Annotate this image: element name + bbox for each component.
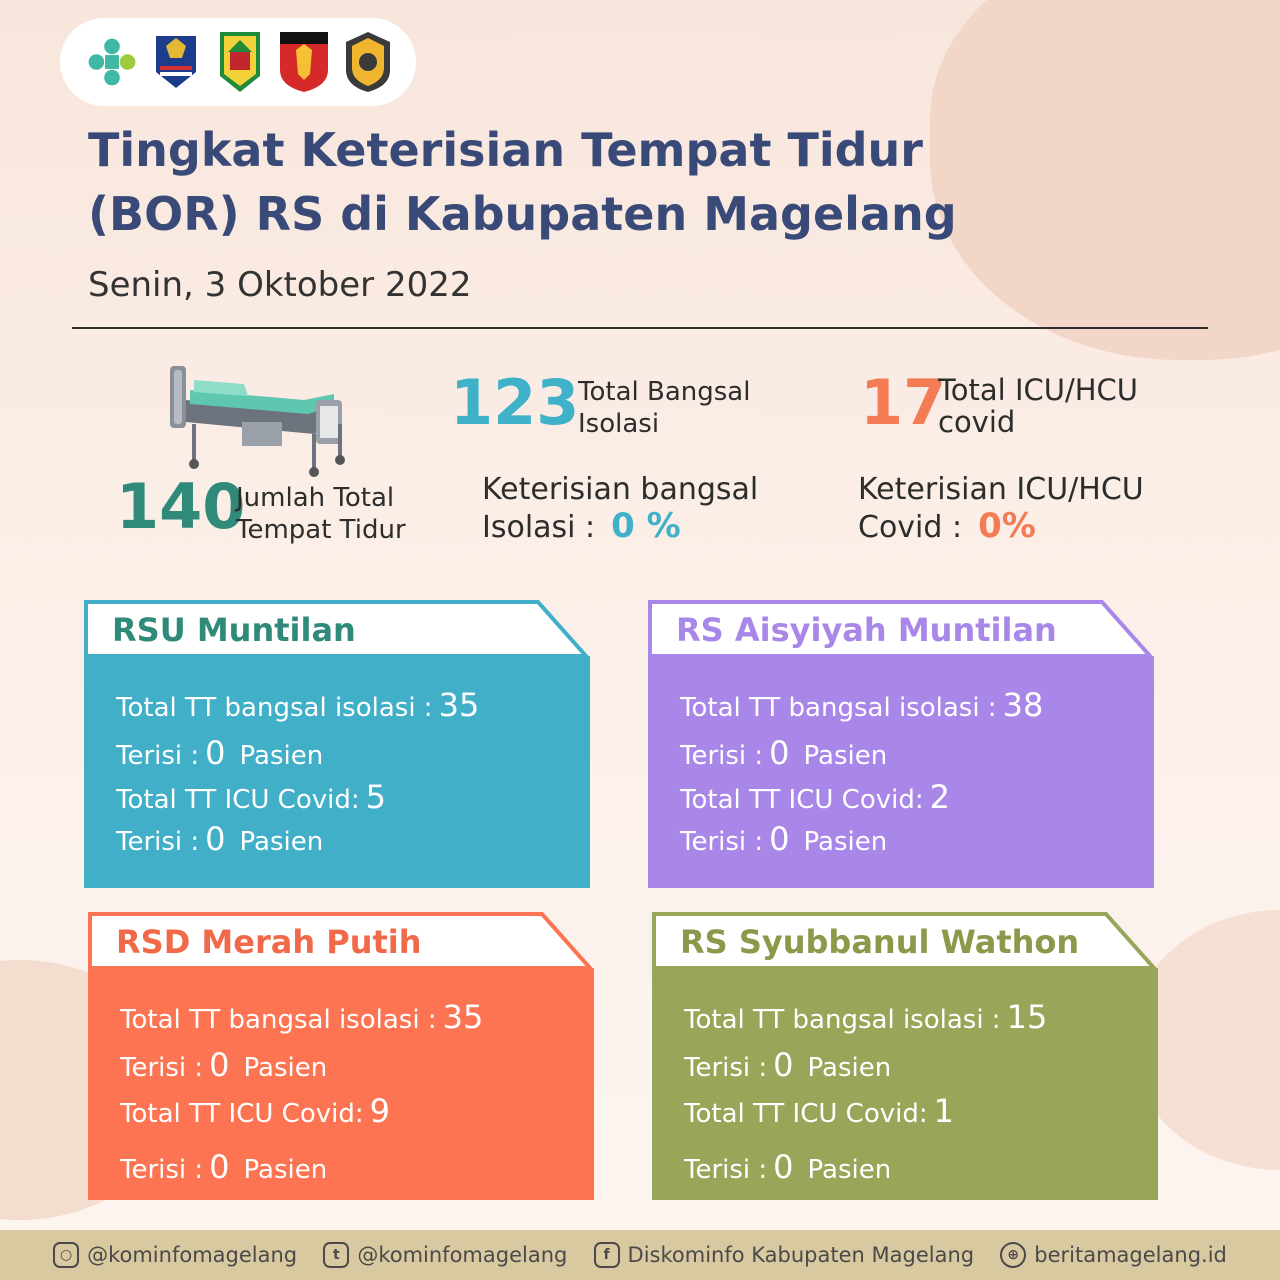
icu-filled-unit: Pasien — [239, 827, 324, 857]
instagram-icon: ○ — [53, 1242, 79, 1268]
icu-filled-row — [120, 1148, 327, 1186]
isolation-occupancy-line1: Keterisian bangsal — [482, 472, 759, 507]
isolation-total-value: 35 — [442, 998, 484, 1036]
icu-total-label: Total TT ICU Covid: — [680, 785, 924, 815]
icu-filled-unit: Pasien — [243, 1155, 328, 1185]
icu-filled-row — [684, 1148, 891, 1186]
satgas-covid19-logo — [150, 30, 202, 94]
isolation-filled-row — [680, 734, 887, 772]
icu-occupancy — [858, 472, 1144, 546]
icu-occupancy-value: 0% — [978, 506, 1036, 546]
divider — [72, 327, 1208, 329]
background-blob — [930, 0, 1280, 360]
hospital-name: RSU Muntilan — [112, 611, 356, 649]
polda-jawa-tengah-logo — [342, 30, 394, 94]
logo-bar — [60, 18, 416, 106]
isolation-occupancy-value: 0 % — [611, 506, 681, 546]
icu-filled-value: 0 — [773, 1148, 794, 1186]
isolation-filled-label: Terisi : — [116, 741, 200, 771]
hospital-name: RS Syubbanul Wathon — [680, 923, 1080, 961]
icu-filled-label: Terisi : — [680, 827, 764, 857]
instagram-handle: @kominfomagelang — [87, 1243, 298, 1267]
isolation-filled-label: Terisi : — [120, 1053, 204, 1083]
icu-total-value: 9 — [369, 1092, 390, 1130]
isolation-filled-label: Terisi : — [684, 1053, 768, 1083]
icu-total-row — [116, 778, 386, 816]
facebook-icon: f — [594, 1242, 620, 1268]
isolation-total-row — [684, 998, 1047, 1036]
icu-filled-row — [116, 820, 323, 858]
twitter-icon: t — [323, 1242, 349, 1268]
isolation-filled-row — [684, 1046, 891, 1084]
isolation-occupancy — [482, 472, 758, 546]
isolation-total-label: Total TT bangsal isolasi : — [116, 693, 433, 723]
isolation-filled-value: 0 — [205, 734, 226, 772]
twitter-handle: @kominfomagelang — [357, 1243, 568, 1267]
hospital-name: RS Aisyiyah Muntilan — [676, 611, 1057, 649]
icu-filled-value: 0 — [769, 820, 790, 858]
isolation-ward-value: 123 — [450, 366, 580, 439]
total-beds-label: Jumlah Total Tempat Tidur — [236, 483, 406, 545]
hospital-card-body — [648, 656, 1154, 888]
isolation-total-value: 35 — [438, 686, 480, 724]
hospital-card-body — [84, 656, 590, 888]
icu-total-label: Total TT ICU Covid: — [116, 785, 360, 815]
icu-total-row — [680, 778, 950, 816]
isolation-ward-label: Total Bangsal Isolasi — [578, 377, 751, 439]
isolation-total-label: Total TT bangsal isolasi : — [680, 693, 997, 723]
isolation-filled-unit: Pasien — [239, 741, 324, 771]
hospital-bed-icon — [164, 360, 350, 482]
footer-bar — [0, 1230, 1280, 1280]
icu-filled-label: Terisi : — [116, 827, 200, 857]
icu-filled-label: Terisi : — [120, 1155, 204, 1185]
website-link[interactable] — [1000, 1242, 1227, 1268]
icu-filled-label: Terisi : — [684, 1155, 768, 1185]
facebook-link[interactable] — [594, 1242, 975, 1268]
kabupaten-magelang-logo — [214, 30, 266, 94]
icu-total-label: Total TT ICU Covid: — [120, 1099, 364, 1129]
isolation-total-label: Total TT bangsal isolasi : — [684, 1005, 1001, 1035]
isolation-occupancy-line2: Isolasi : — [482, 510, 596, 545]
icu-total-value: 1 — [933, 1092, 954, 1130]
kemenkes-logo — [86, 30, 138, 94]
page-title: Tingkat Keterisian Tempat Tidur (BOR) RS di Kabupaten Magelang — [88, 123, 957, 241]
isolation-filled-row — [116, 734, 323, 772]
isolation-filled-value: 0 — [769, 734, 790, 772]
isolation-filled-unit: Pasien — [807, 1053, 892, 1083]
total-beds-value: 140 — [116, 470, 246, 543]
icu-filled-value: 0 — [209, 1148, 230, 1186]
isolation-total-label: Total TT bangsal isolasi : — [120, 1005, 437, 1035]
facebook-page: Diskominfo Kabupaten Magelang — [627, 1243, 975, 1267]
isolation-total-value: 15 — [1006, 998, 1048, 1036]
website-url: beritamagelang.id — [1034, 1243, 1227, 1267]
hospital-card-body — [652, 968, 1158, 1200]
hospital-card-body — [88, 968, 594, 1200]
isolation-total-row — [116, 686, 479, 724]
icu-filled-row — [680, 820, 887, 858]
icu-hcu-value: 17 — [860, 366, 947, 439]
isolation-total-row — [120, 998, 483, 1036]
icu-hcu-label: Total ICU/HCU covid — [938, 373, 1139, 439]
isolation-filled-unit: Pasien — [243, 1053, 328, 1083]
isolation-filled-row — [120, 1046, 327, 1084]
icu-total-value: 5 — [365, 778, 386, 816]
diponegoro-logo — [278, 30, 330, 94]
isolation-filled-value: 0 — [209, 1046, 230, 1084]
hospital-name: RSD Merah Putih — [116, 923, 422, 961]
icu-total-row — [684, 1092, 954, 1130]
report-date: Senin, 3 Oktober 2022 — [88, 265, 472, 305]
isolation-filled-unit: Pasien — [803, 741, 888, 771]
icu-filled-unit: Pasien — [803, 827, 888, 857]
icu-total-label: Total TT ICU Covid: — [684, 1099, 928, 1129]
icu-occupancy-line1: Keterisian ICU/HCU — [858, 472, 1144, 507]
icu-occupancy-line2: Covid : — [858, 510, 963, 545]
icu-filled-unit: Pasien — [807, 1155, 892, 1185]
globe-icon: ⊕ — [1000, 1242, 1026, 1268]
instagram-link[interactable] — [53, 1242, 297, 1268]
isolation-total-row — [680, 686, 1043, 724]
icu-total-row — [120, 1092, 390, 1130]
isolation-total-value: 38 — [1002, 686, 1044, 724]
icu-filled-value: 0 — [205, 820, 226, 858]
icu-total-value: 2 — [929, 778, 950, 816]
twitter-link[interactable] — [323, 1242, 567, 1268]
isolation-filled-label: Terisi : — [680, 741, 764, 771]
isolation-filled-value: 0 — [773, 1046, 794, 1084]
